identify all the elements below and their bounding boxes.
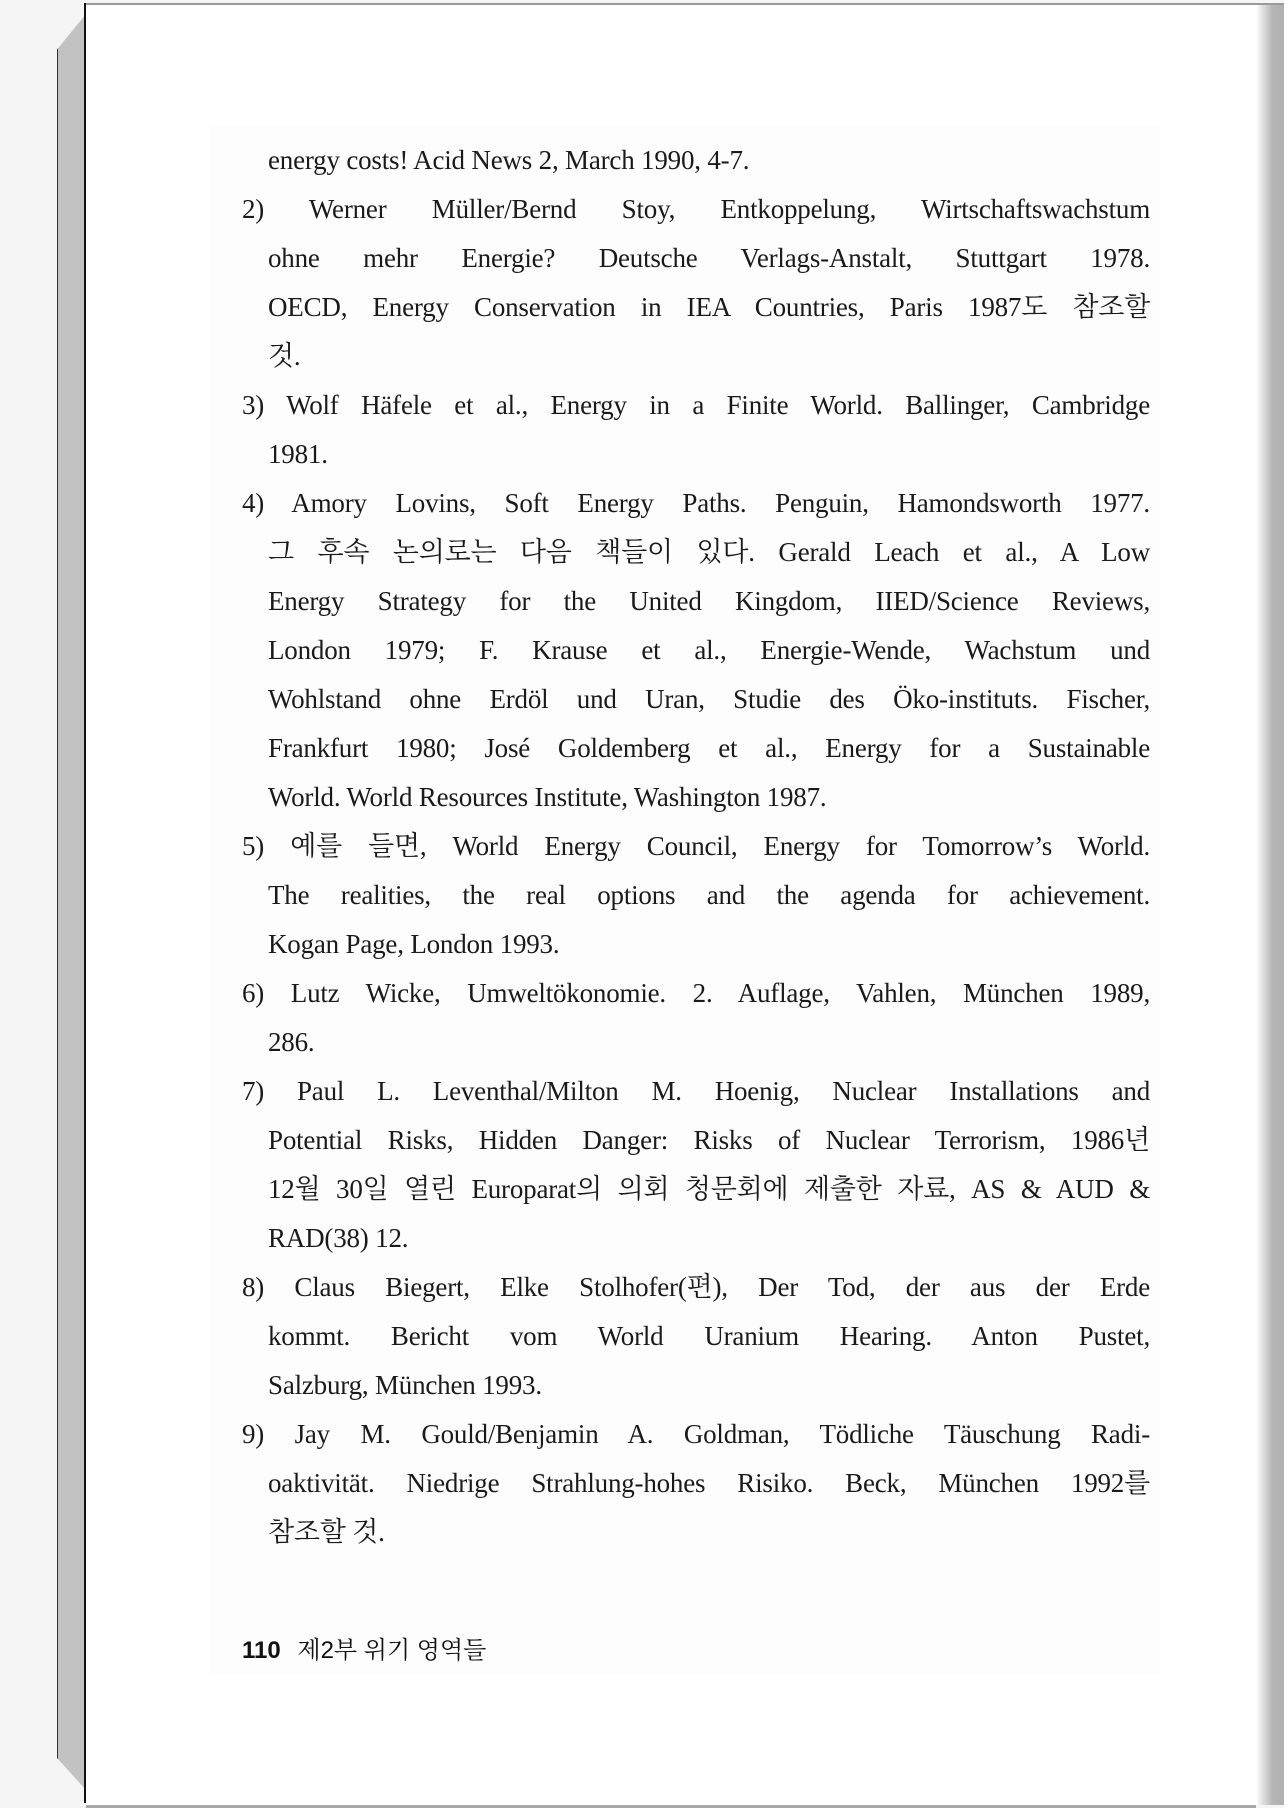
endnote-line: 286.	[268, 1027, 315, 1057]
endnote-line: 참조할 것.	[268, 1517, 385, 1547]
endnote-line: 그 후속 논의로는 다음 책들이 있다. Gerald Leach et al., A Low	[268, 537, 1150, 567]
endnotes-list	[242, 143, 1150, 1564]
endnote-9	[242, 1417, 1150, 1564]
endnote-line: 4) Amory Lovins, Soft Energy Paths. Penguin, Hamondsworth 1977.	[242, 488, 1150, 518]
endnote-line: Frankfurt 1980; José Goldemberg et al., Energy for a Sustainable	[268, 733, 1150, 763]
endnote-3	[242, 388, 1150, 486]
endnote-line: Kogan Page, London 1993.	[268, 929, 560, 959]
page-number: 110	[242, 1637, 281, 1664]
endnote-2	[242, 192, 1150, 388]
running-footer: 제2부 위기 영역들	[297, 1637, 487, 1664]
page-left-border	[84, 3, 86, 1803]
book-spine-edge	[57, 14, 86, 1790]
endnote-line: energy costs! Acid News 2, March 1990, 4-7.	[268, 145, 750, 175]
endnote-line: OECD, Energy Conservation in IEA Countries, Paris 1987도 참조할	[268, 292, 1150, 322]
endnote-line: kommt. Bericht vom World Uranium Hearing. Anton Pustet,	[268, 1321, 1150, 1351]
endnote-line: 7) Paul L. Leventhal/Milton M. Hoenig, Nuclear Installations and	[242, 1076, 1150, 1106]
endnote-line: Salzburg, München 1993.	[268, 1370, 542, 1400]
endnote-line: Potential Risks, Hidden Danger: Risks of Nuclear Terrorism, 1986년	[268, 1125, 1150, 1155]
endnote-line: 것.	[268, 341, 301, 371]
endnote-6	[242, 976, 1150, 1074]
endnote-line: 1981.	[268, 439, 328, 469]
endnote-line: Energy Strategy for the United Kingdom, IIED/Science Reviews,	[268, 586, 1150, 616]
endnote-line: RAD(38) 12.	[268, 1223, 409, 1253]
endnote-line: London 1979; F. Krause et al., Energie-Wende, Wachstum und	[268, 635, 1150, 665]
endnote-line: oaktivität. Niedrige Strahlung-hohes Risiko. Beck, München 1992를	[268, 1468, 1150, 1498]
endnote-line: World. World Resources Institute, Washington 1987.	[268, 782, 827, 812]
endnote-line: ohne mehr Energie? Deutsche Verlags-Anstalt, Stuttgart 1978.	[268, 243, 1150, 273]
endnote-line: 5) 예를 들면, World Energy Council, Energy for Tomorrow’s World.	[242, 831, 1150, 861]
endnote-line: 8) Claus Biegert, Elke Stolhofer(편), Der Tod, der aus der Erde	[242, 1272, 1150, 1302]
endnote-line: The realities, the real options and the agenda for achievement.	[268, 880, 1150, 910]
endnote-5	[242, 829, 1150, 976]
endnote-7	[242, 1074, 1150, 1270]
endnote-line: 12월 30일 열린 Europarat의 의회 청문회에 제출한 자료, AS & AUD &	[268, 1174, 1150, 1204]
endnote-line: Wohlstand ohne Erdöl und Uran, Studie des Öko-instituts. Fischer,	[268, 684, 1150, 714]
endnote-line: 9) Jay M. Gould/Benjamin A. Goldman, Tödliche Täuschung Radi-	[242, 1419, 1150, 1449]
endnote-4	[242, 486, 1150, 829]
endnote-1-cont	[242, 143, 1150, 192]
endnote-line: 2) Werner Müller/Bernd Stoy, Entkoppelung, Wirtschaftswachstum	[242, 194, 1150, 224]
page-right-shadow	[1256, 3, 1284, 1805]
page-footer	[242, 1630, 486, 1665]
endnote-8	[242, 1270, 1150, 1417]
endnote-line: 6) Lutz Wicke, Umweltökonomie. 2. Auflage, Vahlen, München 1989,	[242, 978, 1150, 1008]
endnote-line: 3) Wolf Häfele et al., Energy in a Finite World. Ballinger, Cambridge	[242, 390, 1150, 420]
